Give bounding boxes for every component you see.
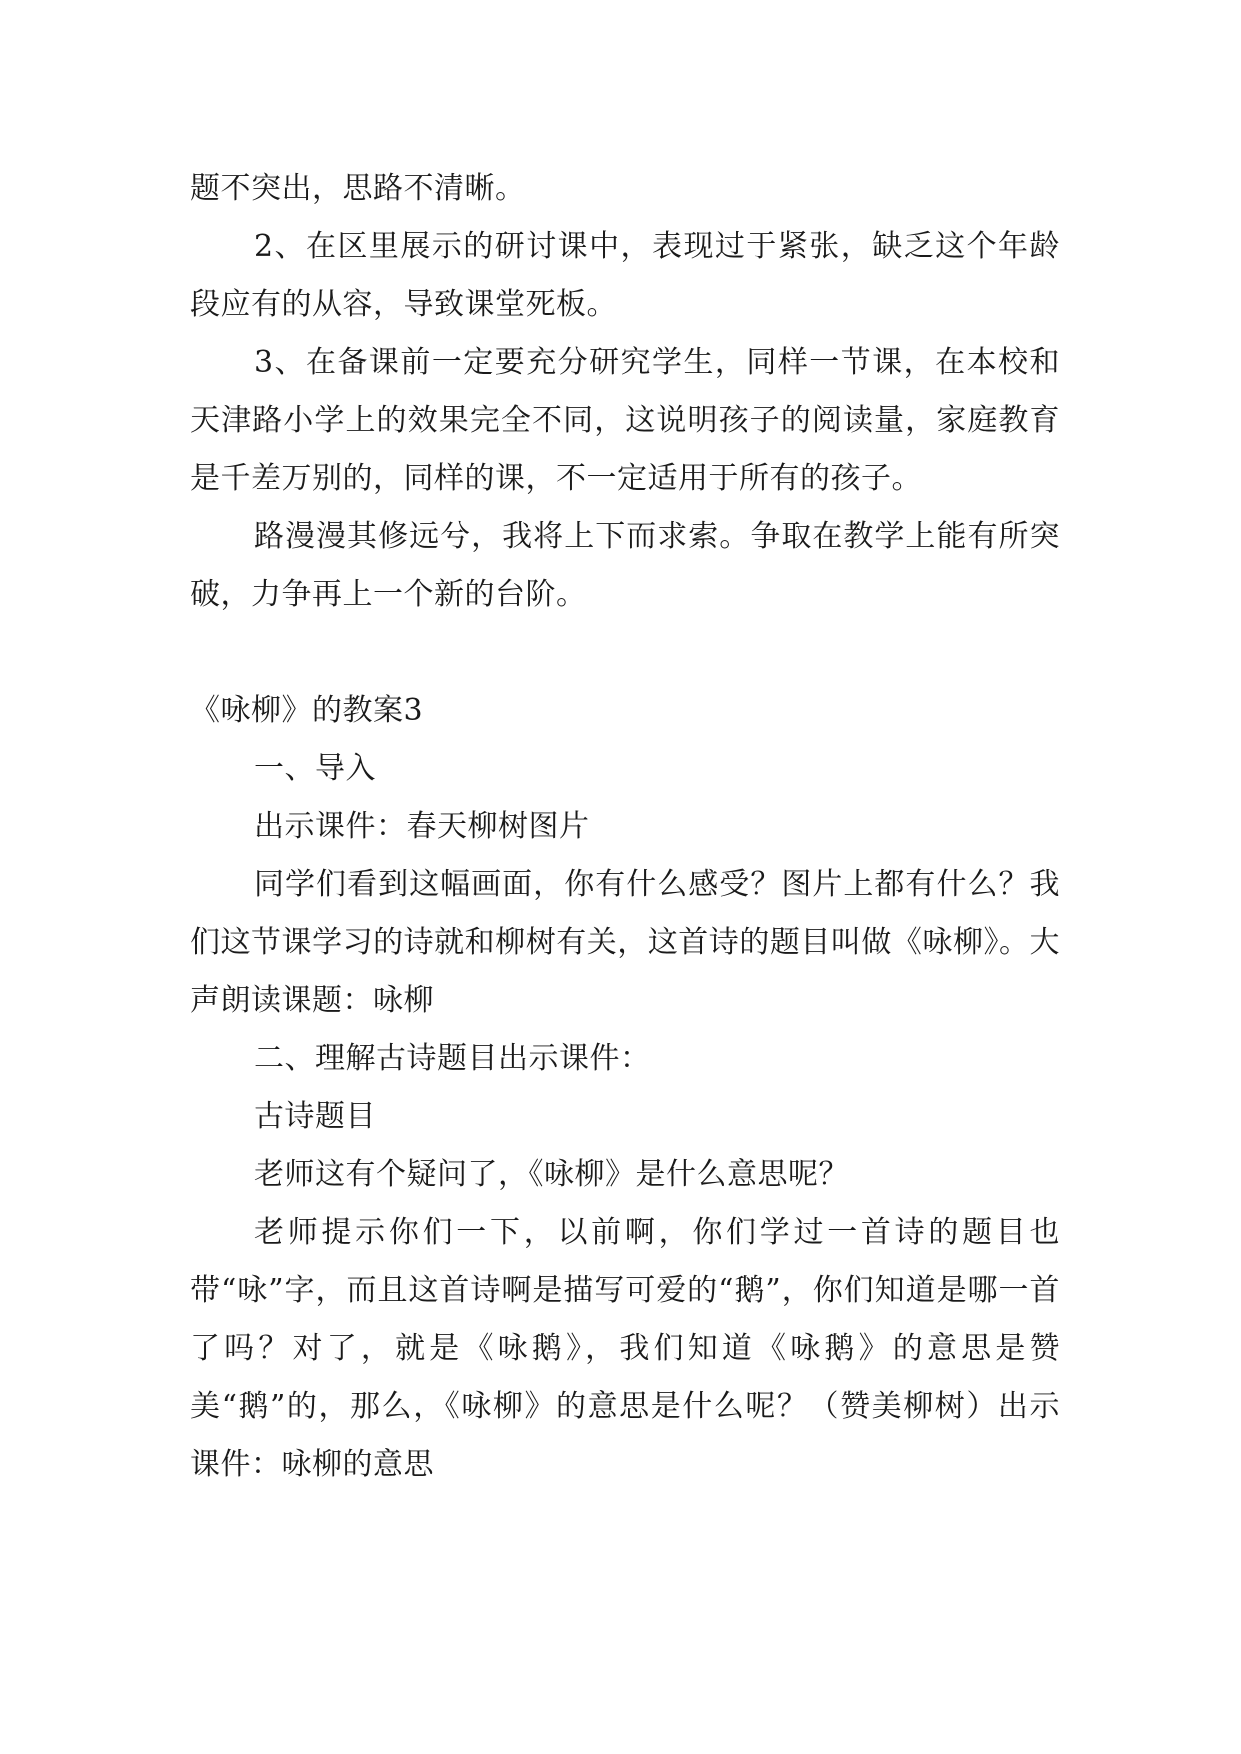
paragraph-point-2: 2、在区里展示的研讨课中，表现过于紧张，缺乏这个年龄段应有的从容，导致课堂死板。: [190, 229, 1060, 322]
paragraph-continuation: 题不突出，思路不清晰。: [190, 171, 526, 206]
paragraph-question-2: 老师这有个疑问了，《咏柳》是什么意思呢？: [254, 1157, 849, 1192]
paragraph-section-2-heading: 二、理解古诗题目出示课件：: [254, 1041, 651, 1076]
section-title: 《咏柳》的教案3: [190, 693, 424, 728]
document-body: [190, 160, 1060, 1494]
section-spacer: [190, 624, 1060, 682]
paragraph-poem-title: 古诗题目: [254, 1099, 376, 1134]
paragraph-question-1: 同学们看到这幅画面，你有什么感受？图片上都有什么？我们这节课学习的诗就和柳树有关，这首诗的题目叫做《咏柳》。大声朗读课题：咏柳: [190, 867, 1060, 1018]
paragraph-courseware-1: 出示课件：春天柳树图片: [254, 809, 590, 844]
paragraph-closing: 路漫漫其修远兮，我将上下而求索。争取在教学上能有所突破，力争再上一个新的台阶。: [190, 519, 1060, 612]
paragraph-intro-heading: 一、导入: [254, 751, 376, 786]
paragraph-point-3: 3、在备课前一定要充分研究学生，同样一节课，在本校和天津路小学上的效果完全不同，这说明孩子的阅读量，家庭教育是千差万别的，同样的课，不一定适用于所有的孩子。: [190, 345, 1060, 496]
paragraph-hint: 老师提示你们一下，以前啊，你们学过一首诗的题目也带“咏”字，而且这首诗啊是描写可爱的“鹅”，你们知道是哪一首了吗？对了，就是《咏鹅》，我们知道《咏鹅》的意思是赞美“鹅”的，那么，《咏柳》的意思是什么呢？（赞美柳树）出示课件：咏柳的意思: [190, 1215, 1060, 1482]
